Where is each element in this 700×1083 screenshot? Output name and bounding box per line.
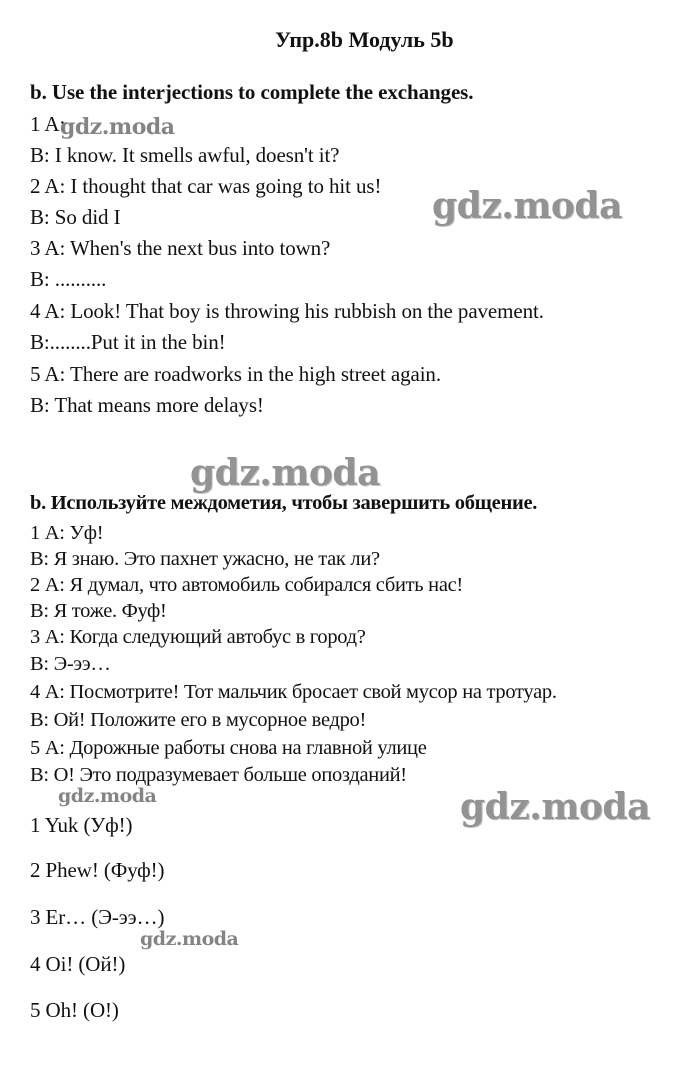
russian-line-10: В: О! Это подразумевает больше опозданий!	[30, 764, 407, 786]
watermark: gdz.moda	[432, 185, 622, 227]
answer-4: 4 Oi! (Ой!)	[30, 952, 126, 976]
russian-line-5: 3 А: Когда следующий автобус в город?	[30, 626, 366, 648]
russian-line-7: 4 А: Посмотрите! Тот мальчик бросает свой мусор на тротуар.	[30, 681, 557, 703]
russian-line-1: 1 А: Уф!	[30, 522, 104, 544]
english-line-1: 1 A:	[30, 112, 66, 136]
russian-line-9: 5 А: Дорожные работы снова на главной улице	[30, 737, 427, 759]
english-line-6: B: ..........	[30, 267, 107, 291]
watermark: gdz.moda	[460, 786, 650, 828]
english-heading: b. Use the interjections to complete the exchanges.	[30, 80, 474, 104]
russian-line-4: В: Я тоже. Фуф!	[30, 600, 167, 622]
answer-1: 1 Yuk (Уф!)	[30, 813, 133, 837]
russian-line-6: В: Э-ээ…	[30, 653, 111, 675]
russian-line-3: 2 А: Я думал, что автомобиль собирался сбить нас!	[30, 574, 463, 596]
russian-heading: b. Используйте междометия, чтобы завершить общение.	[30, 492, 538, 514]
answer-2: 2 Phew! (Фуф!)	[30, 858, 165, 882]
english-line-9: 5 A: There are roadworks in the high street again.	[30, 362, 441, 386]
watermark: gdz.moda	[190, 452, 380, 494]
page-title: Упр.8b Модуль 5b	[275, 27, 454, 52]
english-line-3: 2 A: I thought that car was going to hit us!	[30, 174, 382, 198]
answer-5: 5 Oh! (О!)	[30, 998, 119, 1022]
english-line-7: 4 A: Look! That boy is throwing his rubbish on the pavement.	[30, 299, 544, 323]
english-line-8: B:........Put it in the bin!	[30, 330, 226, 354]
russian-line-8: В: Ой! Положите его в мусорное ведро!	[30, 709, 367, 731]
english-line-4: B: So did I	[30, 205, 121, 229]
english-line-10: B: That means more delays!	[30, 393, 264, 417]
watermark: gdz.moda	[58, 785, 157, 807]
watermark: gdz.moda	[140, 928, 239, 950]
answer-3: 3 Er… (Э-ээ…)	[30, 905, 165, 929]
english-line-2: B: I know. It smells awful, doesn't it?	[30, 143, 340, 167]
english-line-5: 3 A: When's the next bus into town?	[30, 236, 331, 260]
watermark: gdz.moda	[60, 114, 175, 140]
russian-line-2: В: Я знаю. Это пахнет ужасно, не так ли?	[30, 548, 380, 570]
